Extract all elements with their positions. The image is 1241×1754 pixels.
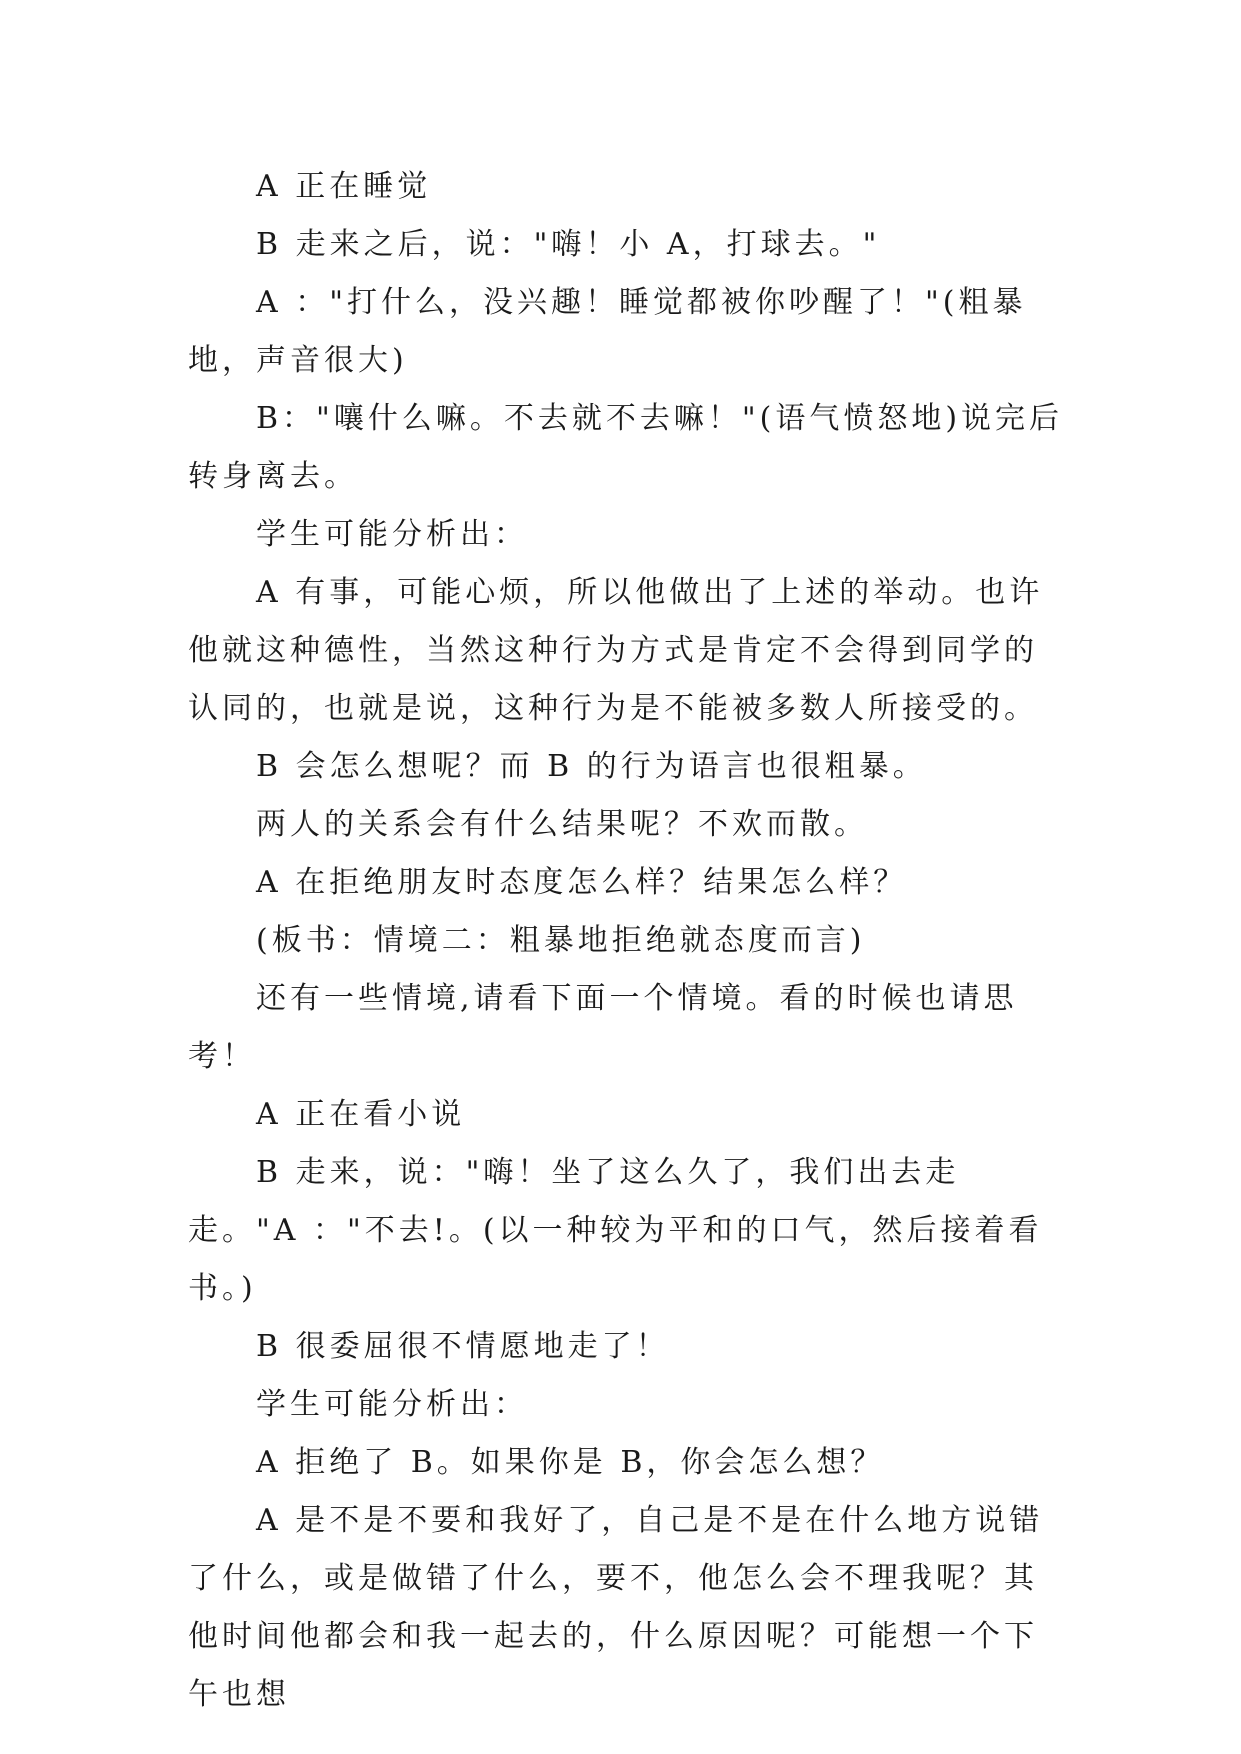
paragraph: (板书：情境二：粗暴地拒绝就态度而言) [256, 923, 866, 958]
paragraph: 学生可能分析出： [256, 1387, 528, 1422]
paragraph: B："嚷什么嘛。不去就不去嘛！"(语气愤怒地)说完后转身离去。 [188, 401, 1064, 494]
paragraph: A 在拒绝朋友时态度怎么样？结果怎么样？ [256, 865, 908, 900]
paragraph: A ："打什么，没兴趣！睡觉都被你吵醒了！"(粗暴地，声音很大) [188, 285, 1027, 378]
paragraph: B 很委屈很不情愿地走了！ [256, 1329, 670, 1364]
paragraph: 还有一些情境,请看下面一个情境。看的时候也请思考！ [188, 981, 1018, 1074]
paragraph: A 正在睡觉 [256, 169, 432, 204]
paragraph: A 是不是不要和我好了，自己是不是在什么地方说错了什么，或是做错了什么，要不，他怎么会不理我呢？其他时间他都会和我一起去的，什么原因呢？可能想一个下午也想 [188, 1503, 1044, 1712]
paragraph: A 拒绝了 B。如果你是 B，你会怎么想？ [256, 1445, 885, 1480]
paragraph: B 会怎么想呢？而 B 的行为语言也很粗暴。 [256, 749, 927, 784]
paragraph: A 正在看小说 [256, 1097, 466, 1132]
paragraph: 两人的关系会有什么结果呢？不欢而散。 [256, 807, 868, 842]
body-text [188, 158, 1068, 1724]
paragraph: 学生可能分析出： [256, 517, 528, 552]
paragraph: A 有事，可能心烦，所以他做出了上述的举动。也许他就这种德性，当然这种行为方式是肯定不会得到同学的认同的，也就是说，这种行为是不能被多数人所接受的。 [188, 575, 1044, 726]
paragraph: B 走来，说："嗨！坐了这么久了，我们出去走走。"A ："不去!。(以一种较为平和的口气，然后接着看书。) [188, 1155, 1043, 1306]
paragraph: B 走来之后，说："嗨！小 A，打球去。" [256, 227, 881, 262]
